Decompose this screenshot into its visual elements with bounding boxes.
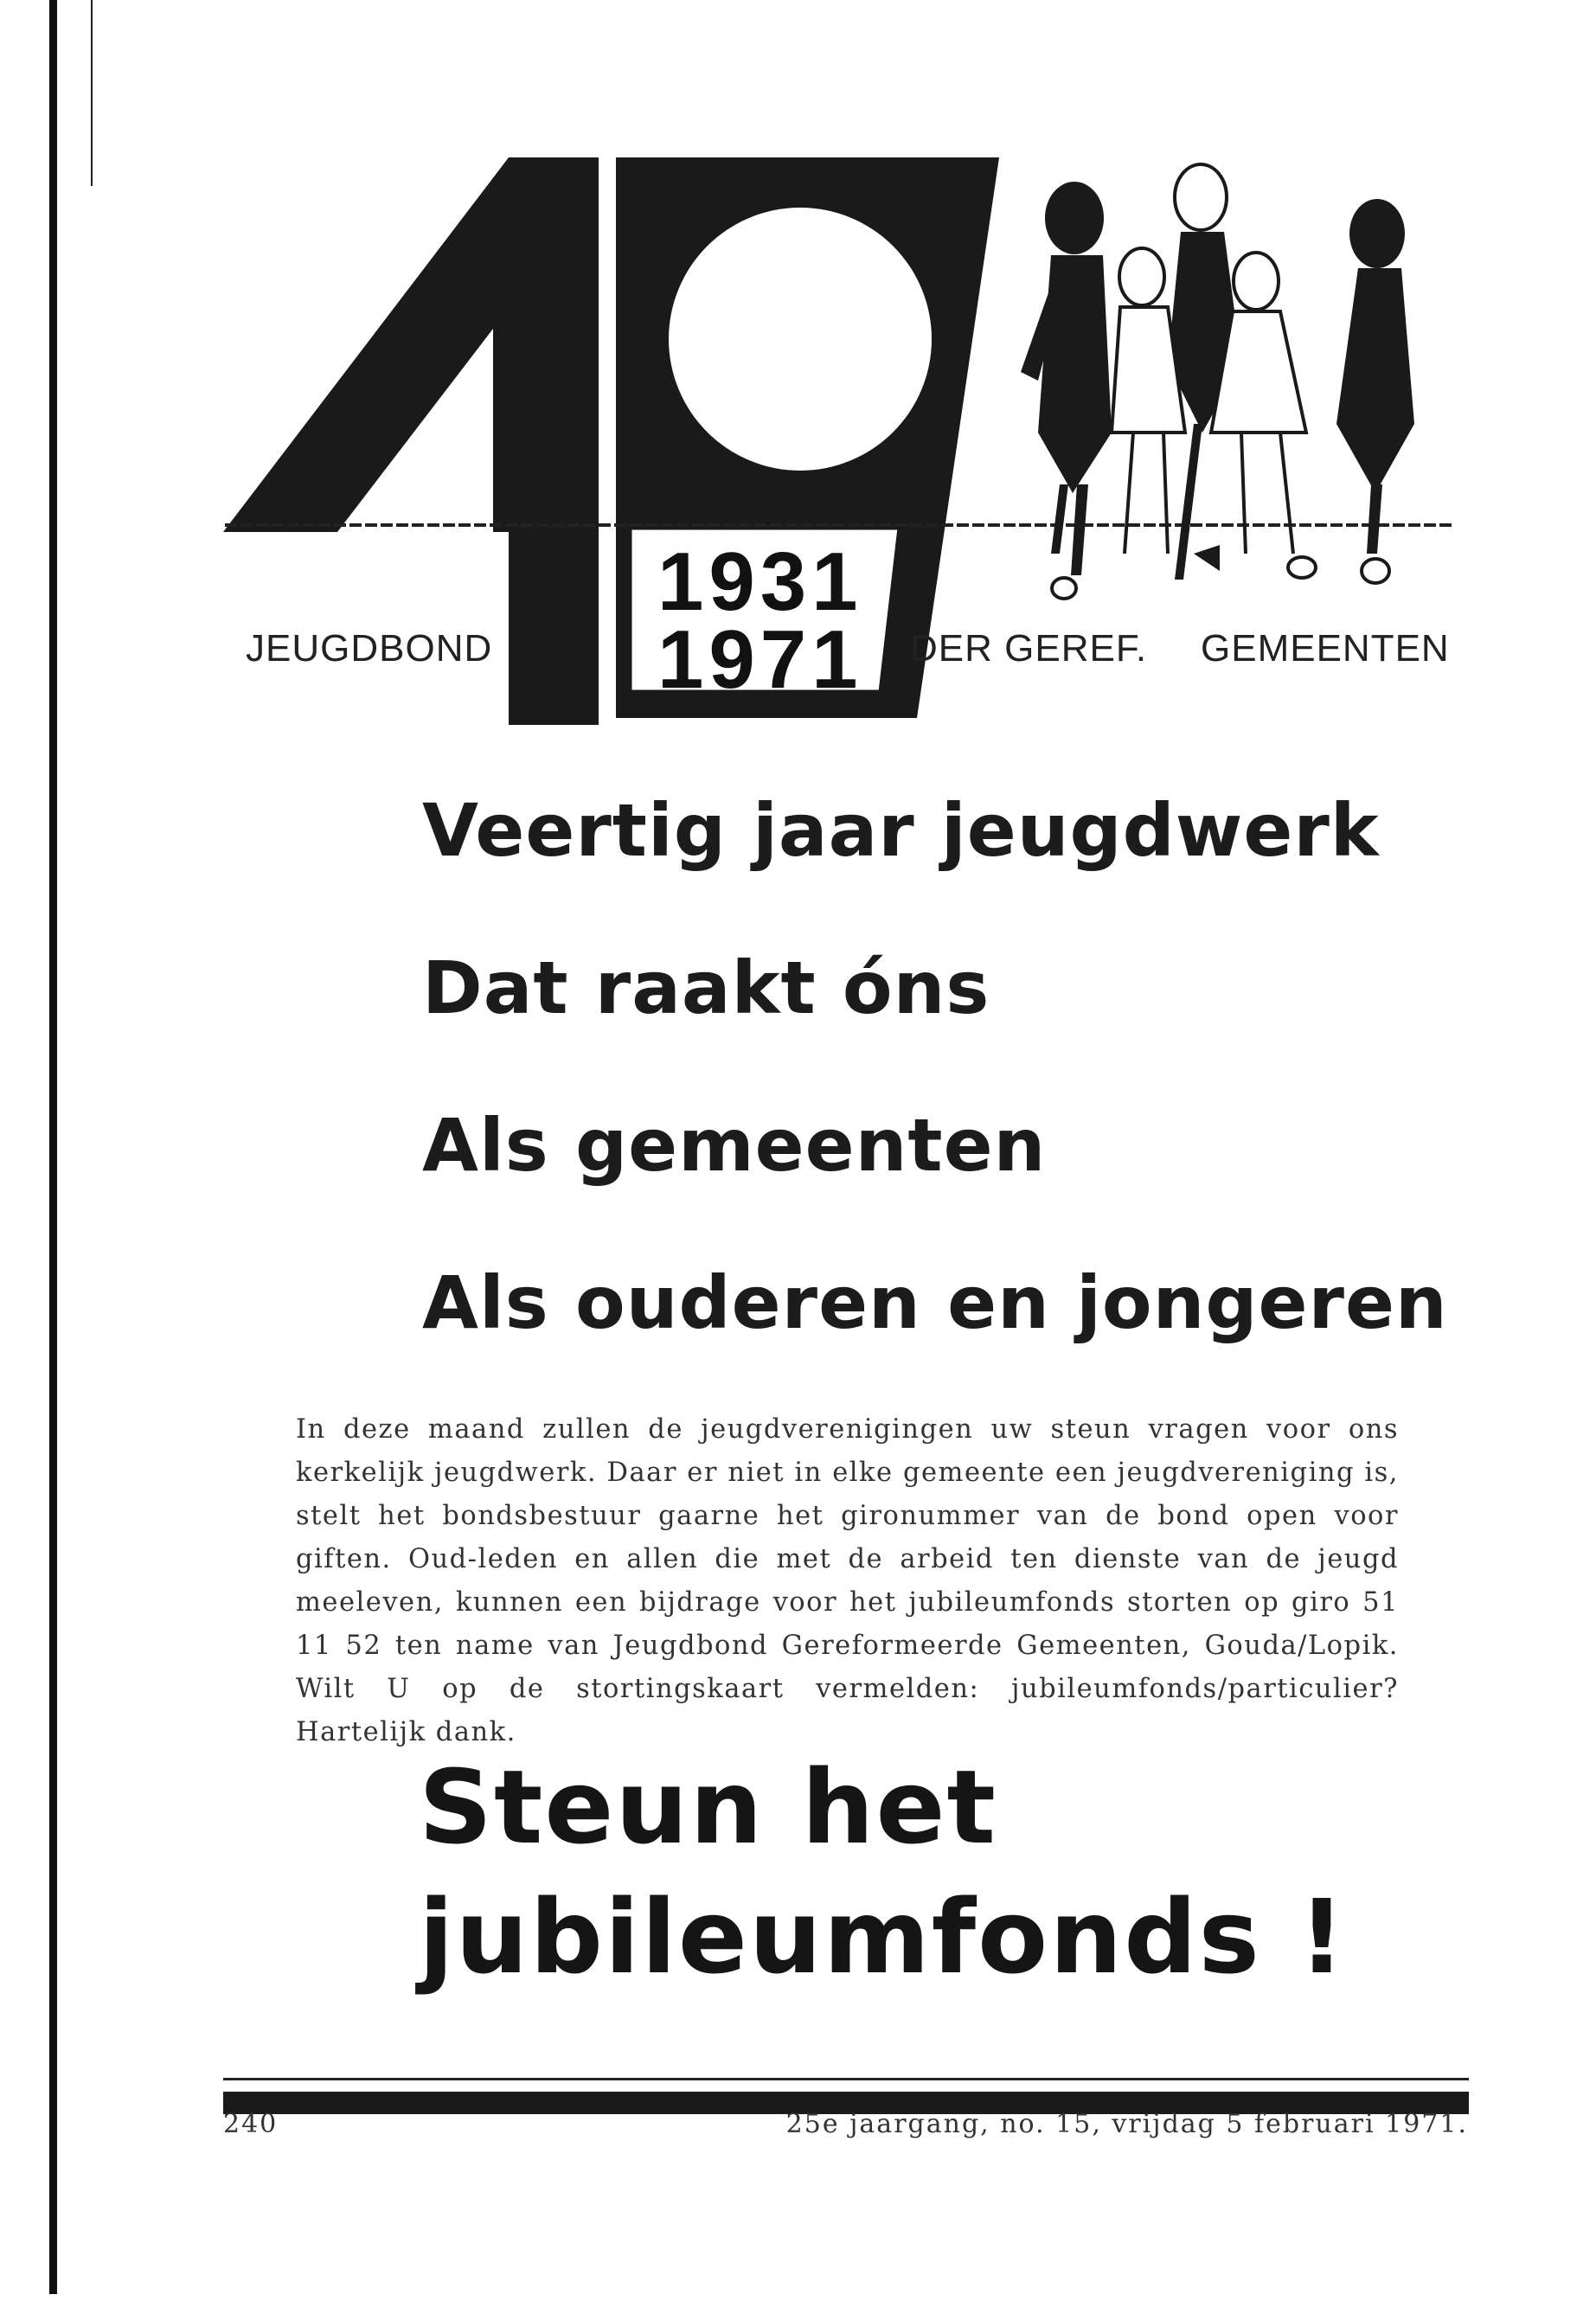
logo-label-jeugdbond: JEUGDBOND	[246, 627, 493, 670]
headline-veertig-jaar: Veertig jaar jeugdwerk	[422, 788, 1380, 873]
jubilee-logo	[208, 147, 1471, 744]
cta-line-2: jubileumfonds !	[419, 1877, 1347, 1997]
headline-als-gemeenten: Als gemeenten	[422, 1103, 1047, 1188]
page-number: 240	[223, 2109, 279, 2139]
logo-label-gemeenten: GEMEENTEN	[1201, 627, 1450, 670]
cta-line-1: Steun het	[419, 1747, 997, 1867]
year-end: 1971	[657, 613, 863, 706]
headline-dat-raakt: Dat raakt óns	[422, 945, 990, 1030]
year-start: 1931	[657, 535, 863, 628]
page-binding-edge	[49, 0, 57, 2294]
headline-ouderen-jongeren: Als ouderen en jongeren	[422, 1260, 1448, 1345]
page-binding-line	[91, 0, 93, 186]
youth-figures-graphic	[1021, 164, 1414, 599]
body-paragraph: In deze maand zullen de jeugdverenigingen uw steun vragen voor ons kerkelijk jeugdwerk. Daar er niet in elke gemeente een jeugdvereniging is, stelt het bondsbestuur gaarne het gironummer van de bond open voor giften. Oud-leden en allen die met de arbeid ten dienste van de jeugd meeleven, kunnen een bijdrage voor het jubileumfonds storten op giro 51 11 52 ten name van Jeugdbond Gereformeerde Gemeenten, Gouda/Lopik. Wilt U op de stortingskaart vermelden: jubileumfonds/particulier? Hartelijk dank.	[296, 1414, 1399, 1747]
logo-label-der-geref: DER GEREF.	[910, 627, 1148, 670]
issue-line: 25e jaargang, no. 15, vrijdag 5 februari 1971.	[785, 2109, 1468, 2139]
footer-rule-thin	[223, 2078, 1469, 2080]
